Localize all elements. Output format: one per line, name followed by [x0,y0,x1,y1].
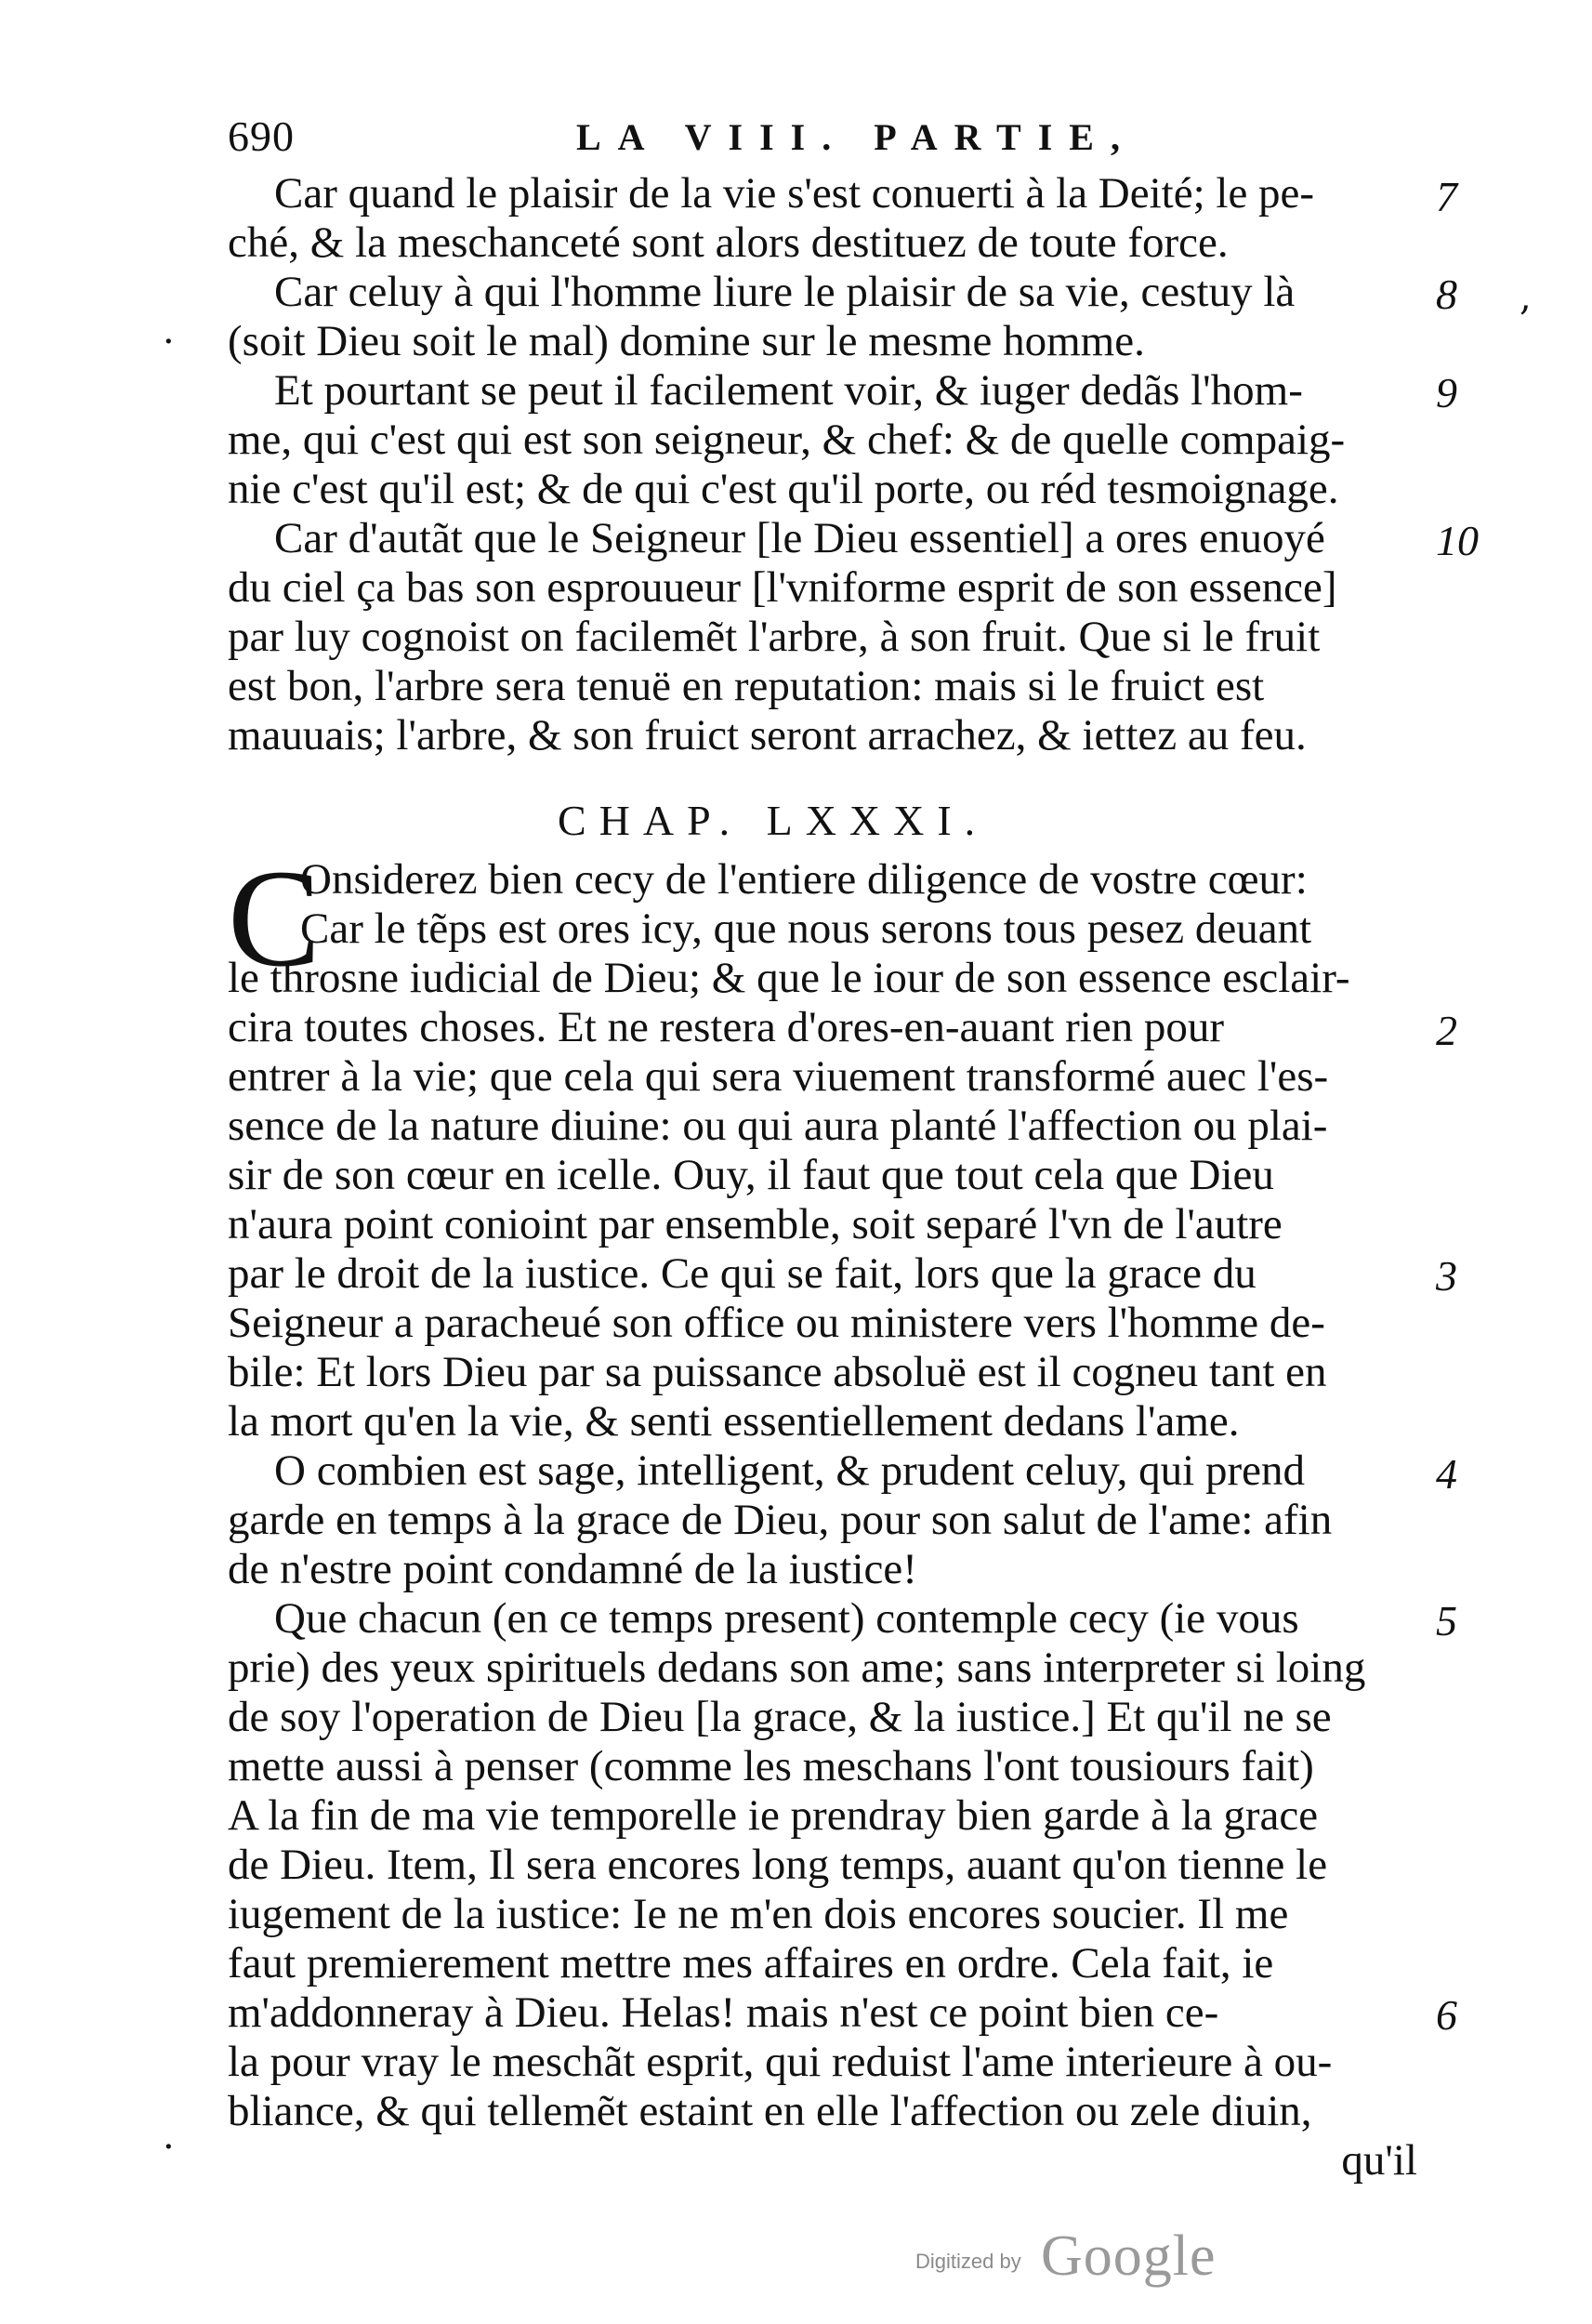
part-title: LA VIII. PARTIE, [576,116,1137,158]
catchword: qu'il [1341,2136,1417,2185]
text-line: me, qui c'est qui est son seigneur, & chef: & de quelle compaig- [228,416,1346,464]
text-line: mauuais; l'arbre, & son fruict seront arrachez, & iettez au feu. [228,711,1307,759]
text-line: sence de la nature diuine: ou qui aura planté l'affection ou plai- [228,1102,1328,1150]
text-line: m'addonneray à Dieu. Helas! mais n'est ce point bien ce- [228,1988,1219,2037]
text-line: bile: Et lors Dieu par sa puissance absoluë est il cogneu tant en [228,1348,1327,1396]
running-head [228,112,1417,167]
margin-dot: · [163,2126,175,2169]
verse-number: 4 [1436,1450,1457,1498]
verse-number: 5 [1436,1597,1457,1644]
verse-number: 6 [1436,1991,1457,2039]
text-line: sir de son cœur en icelle. Ouy, il faut que tout cela que Dieu [228,1151,1274,1199]
text-line: Seigneur a paracheué son office ou ministere vers l'homme de- [228,1299,1325,1347]
text-line: de n'estre point condamné de la iustice! [228,1545,917,1593]
text-line: (soit Dieu soit le mal) domine sur le mesme homme. [228,317,1145,365]
text-line: par luy cognoist on facilemẽt l'arbre, à son fruit. Que si le fruit [228,613,1321,661]
text-line: entrer à la vie; que cela qui sera viuement transformé auec l'es- [228,1052,1329,1101]
verse-number: 10 [1436,517,1479,564]
text-line: prie) des yeux spirituels dedans son ame; sans interpreter si loing [228,1644,1366,1692]
text-line: faut premierement mettre mes affaires en ordre. Cela fait, ie [228,1939,1274,1987]
text-line: Car quand le plaisir de la vie s'est conuerti à la Deité; le pe- [274,169,1315,218]
text-line: Car le tẽps est ores icy, que nous serons tous pesez deuant [300,905,1312,953]
verse-number: 8 [1436,271,1457,318]
text-line: par le droit de la iustice. Ce qui se fait, lors que la grace du [228,1249,1256,1298]
text-line: la mort qu'en la vie, & senti essentiellement dedans l'ame. [228,1397,1240,1446]
margin-mark: , [1520,276,1532,319]
text-line: mette aussi à penser (comme les meschans l'ont tousiours fait) [228,1742,1314,1790]
text-line: de soy l'operation de Dieu [la grace, & la iustice.] Et qu'il ne se [228,1693,1332,1741]
text-block-chapter-81 [228,841,1431,2185]
text-line: Car celuy à qui l'homme liure le plaisir de sa vie, cestuy là [274,268,1296,316]
verse-number: 7 [1436,173,1457,220]
text-line: Que chacun (en ce temps present) contemple cecy (ie vous [274,1594,1299,1643]
verse-number: 2 [1436,1007,1457,1054]
text-line: Onsiderez bien cecy de l'entiere diligence de vostre cœur: [300,855,1308,904]
text-line: O combien est sage, intelligent, & prudent celuy, qui prend [274,1446,1305,1495]
text-line: de Dieu. Item, Il sera encores long temps, auant qu'on tienne le [228,1841,1328,1889]
text-line: Car d'autãt que le Seigneur [le Dieu essentiel] a ores enuoyé [274,514,1325,562]
margin-dot: · [163,321,175,363]
text-block-previous-chapter [228,169,1431,760]
text-line: ché, & la meschanceté sont alors destituez de toute force. [228,218,1229,267]
google-logo: Google [1041,2225,1217,2288]
text-line: garde en temps à la grace de Dieu, pour son salut de l'ame: afin [228,1496,1333,1544]
verse-number: 9 [1436,369,1457,416]
text-line: du ciel ça bas son esprouueur [l'vniforme esprit de son essence] [228,563,1337,612]
digitized-by-label: Digitized by [915,2250,1021,2273]
text-line: est bon, l'arbre sera tenuë en reputation: mais si le fruict est [228,662,1265,710]
chapter-title: CHAP. LXXXI. [558,797,989,844]
text-line: n'aura point conioint par ensemble, soit separé l'vn de l'autre [228,1200,1283,1248]
text-line: A la fin de ma vie temporelle ie prendray bien garde à la grace [228,1791,1319,1840]
text-line: bliance, & qui tellemẽt estaint en elle l'affection ou zele diuin, [228,2087,1312,2135]
text-line: Et pourtant se peut il facilement voir, & iuger dedãs l'hom- [274,366,1303,415]
drop-cap: C [228,841,322,996]
page-number: 690 [228,112,295,160]
text-line: le throsne iudicial de Dieu; & que le iour de son essence esclair- [228,954,1350,1002]
text-line: nie c'est qu'il est; & de qui c'est qu'il porte, ou réd tesmoignage. [228,465,1339,513]
text-line: iugement de la iustice: Ie ne m'en dois encores soucier. Il me [228,1890,1289,1938]
text-line: cira toutes choses. Et ne restera d'ores-en-auant rien pour [228,1003,1225,1051]
text-line: la pour vray le meschãt esprit, qui reduist l'ame interieure à ou- [228,2038,1333,2086]
verse-number: 3 [1436,1252,1457,1300]
